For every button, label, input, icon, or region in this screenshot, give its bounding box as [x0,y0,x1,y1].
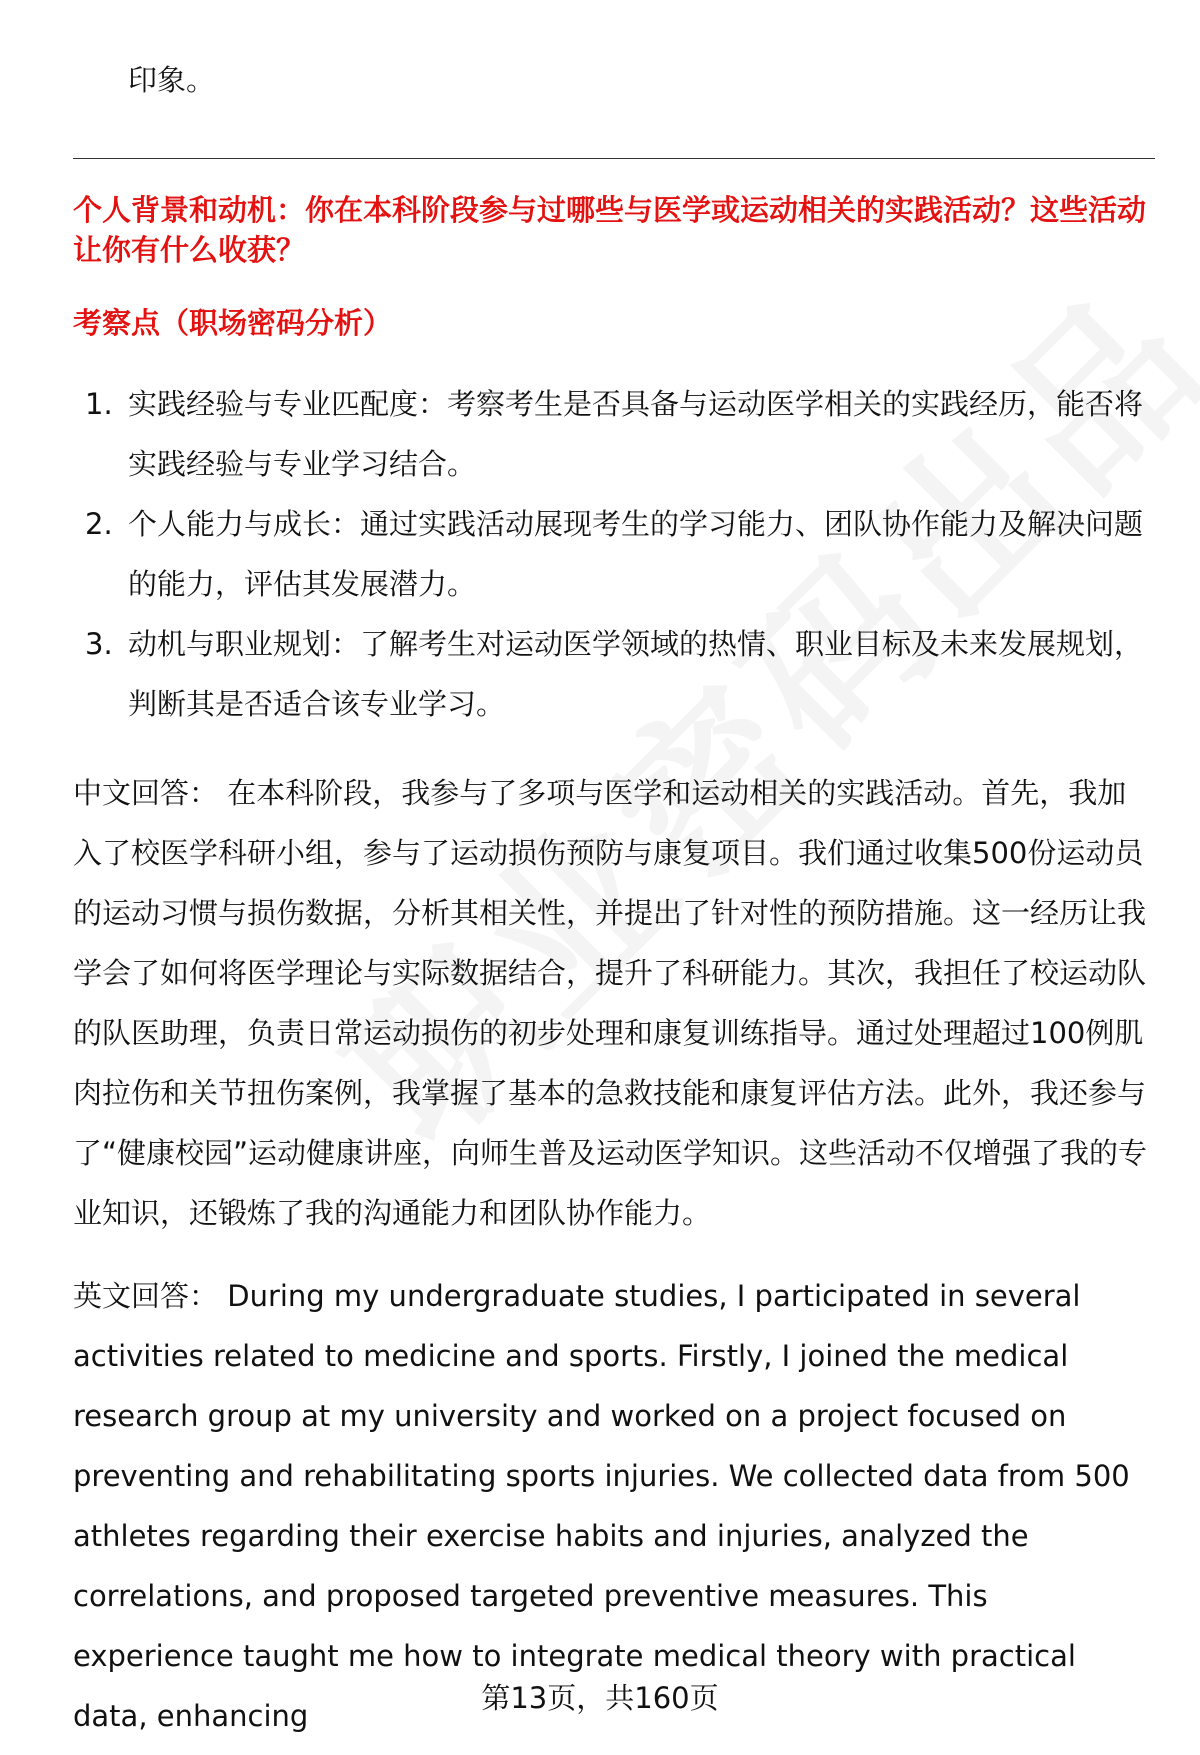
point-text: 实践经验与专业匹配度：考察考生是否具备与运动医学相关的实践经历，能否将实践经验与专业学习结合。 [128,387,1144,481]
english-answer-text: During my undergraduate studies, I participated in several activities related to medicine and sports. Firstly, I joined the medical research group at my university and worked on a project focused on preventing and rehabilitating sports injuries. We collected data from 500 athletes regarding their exercise habits and injuries, analyzed the correlations, and proposed targeted preventive measures. This experience taught me how to integrate medical theory with practical data, enhancing [73,1279,1130,1733]
english-answer [73,1266,1155,1746]
english-answer-label: 英文回答： [73,1279,219,1313]
assessment-points-heading: 考察点（职场密码分析） [73,306,393,340]
chinese-answer-text: 在本科阶段，我参与了多项与医学和运动相关的实践活动。首先，我加入了校医学科研小组，参与了运动损伤预防与康复项目。我们通过收集500份运动员的运动习惯与损伤数据，分析其相关性，并提出了针对性的预防措施。这一经历让我学会了如何将医学理论与实际数据结合，提升了科研能力。其次，我担任了校运动队的队医助理，负责日常运动损伤的初步处理和康复训练指导。通过处理超过100例肌肉拉伤和关节扭伤案例，我掌握了基本的急救技能和康复评估方法。此外，我还参与了“健康校园”运动健康讲座，向师生普及运动医学知识。这些活动不仅增强了我的专业知识，还锻炼了我的沟通能力和团队协作能力。 [73,776,1148,1230]
assessment-point [73,494,1155,614]
previous-paragraph-tail: 印象。 [128,63,216,97]
assessment-point [73,374,1155,494]
page-number: 第13页，共160页 [481,1681,719,1715]
chinese-answer-label: 中文回答： [73,776,219,810]
question-heading: 个人背景和动机：你在本科阶段参与过哪些与医学或运动相关的实践活动？这些活动让你有什么收获？ [73,193,1147,267]
point-number: 3. [85,627,113,661]
point-text: 个人能力与成长：通过实践活动展现考生的学习能力、团队协作能力及解决问题的能力，评估其发展潜力。 [128,507,1144,601]
assessment-point [73,614,1155,734]
assessment-points-list [73,374,1155,734]
point-number: 1. [85,387,113,421]
point-number: 2. [85,507,113,541]
chinese-answer [73,763,1155,1243]
point-text: 动机与职业规划：了解考生对运动医学领域的热情、职业目标及未来发展规划，判断其是否适合该专业学习。 [128,627,1144,721]
section-divider [73,158,1155,159]
